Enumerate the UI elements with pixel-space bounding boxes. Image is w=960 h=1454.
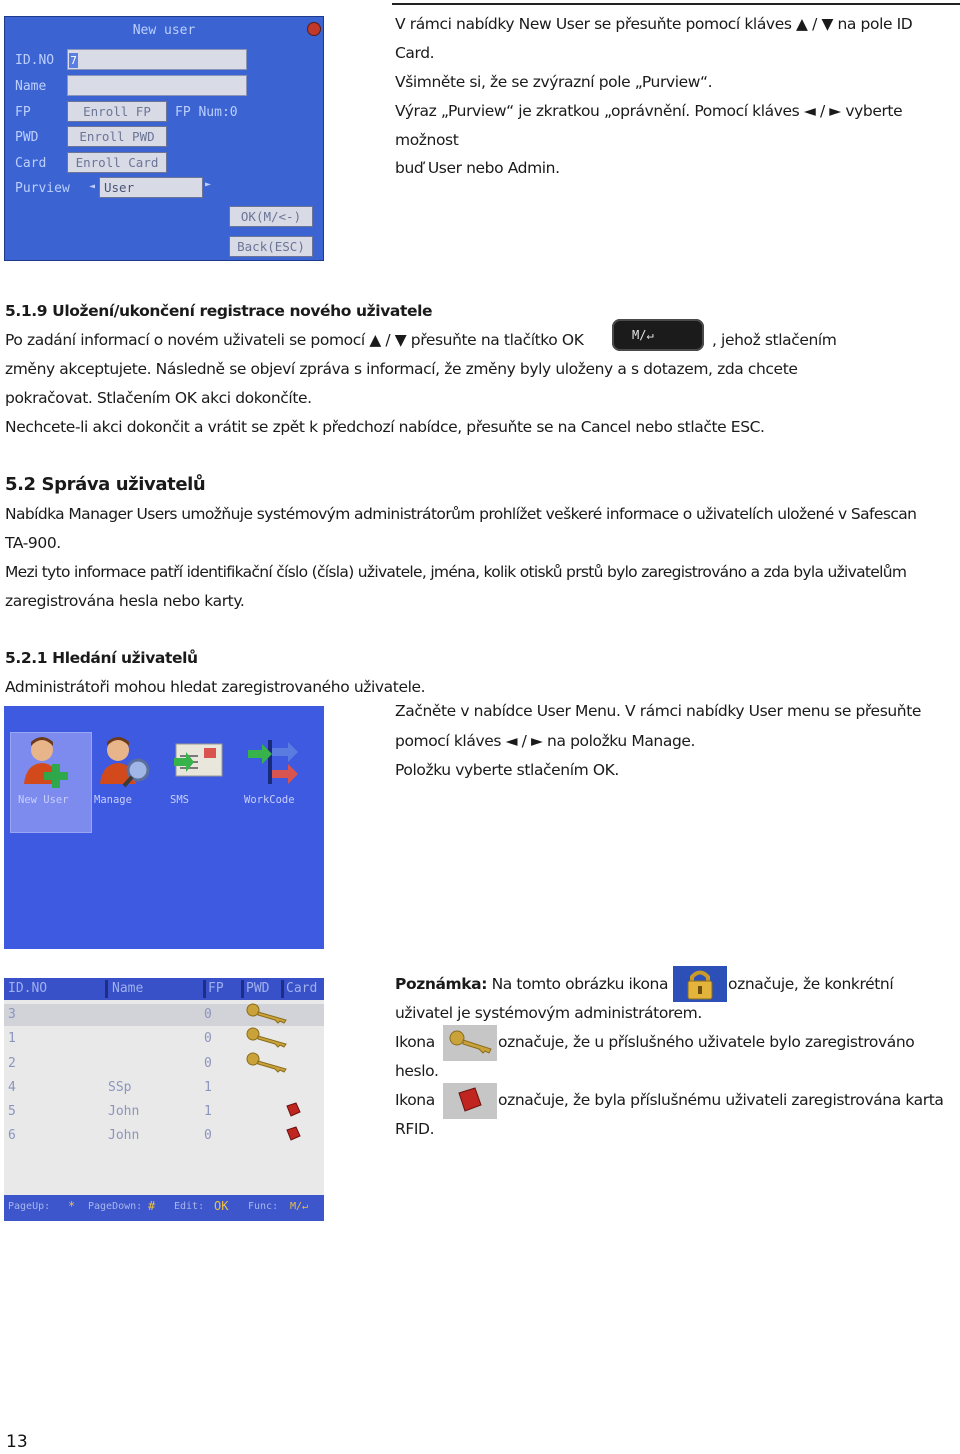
- func-key[interactable]: M/↵: [290, 1201, 309, 1212]
- row-id: 6: [8, 1128, 16, 1143]
- row-id: 5: [8, 1104, 16, 1119]
- m-return-key-icon: M/↵: [612, 319, 704, 351]
- menu-label-manage: Manage: [94, 794, 132, 806]
- up-down-arrows: ▲ / ▼: [796, 15, 833, 33]
- note-line-1b: označuje, že konkrétní: [728, 975, 894, 993]
- menu-label-workcode: WorkCode: [244, 794, 295, 806]
- fp-num-text: FP Num:0: [175, 105, 238, 120]
- id-no-value: 7: [70, 54, 77, 67]
- new-user-screen: [4, 16, 324, 261]
- section-521-heading: 5.2.1 Hledání uživatelů: [5, 649, 198, 667]
- key-icon: [244, 1051, 290, 1073]
- row-fp: 1: [204, 1104, 212, 1119]
- pagedown-label: PageDown:: [88, 1201, 143, 1212]
- label-fp: FP: [15, 105, 31, 120]
- label-purview: Purview: [15, 181, 70, 196]
- section-521-right-line-2: pomocí kláves ◄ / ► na položku Manage.: [395, 732, 696, 750]
- note-line-3b: označuje, že u příslušného uživatele bylo zaregistrováno: [498, 1033, 915, 1051]
- section-521-right-line-1: Začněte v nabídce User Menu. V rámci nabídky User menu se přesuňte: [395, 702, 922, 720]
- menu-label-sms: SMS: [170, 794, 189, 806]
- label-name: Name: [15, 79, 47, 94]
- col-card: Card: [286, 981, 318, 996]
- label-id-no: ID.NO: [15, 53, 55, 68]
- intro-line-2: Card.: [395, 44, 435, 62]
- row-fp: 0: [204, 1056, 212, 1071]
- func-label: Func:: [248, 1201, 279, 1212]
- pageup-label: PageUp:: [8, 1201, 51, 1212]
- col-id-no: ID.NO: [6, 980, 108, 998]
- row-id: 1: [8, 1031, 16, 1046]
- workcode-icon[interactable]: [244, 734, 304, 790]
- manage-icon[interactable]: [96, 734, 156, 790]
- note-line-3a: Ikona: [395, 1033, 435, 1051]
- intro-line-1: V rámci nabídky New User se přesuňte pomocí kláves ▲ / ▼ na pole ID: [395, 15, 913, 33]
- label-pwd: PWD: [15, 130, 39, 145]
- key-icon: [244, 1026, 290, 1048]
- row-id: 2: [8, 1056, 16, 1071]
- section-519-line-1a: Po zadání informací o novém uživateli se pomocí ▲ / ▼ přesuňte na tlačítko OK: [5, 331, 584, 349]
- edit-label: Edit:: [174, 1201, 205, 1212]
- row-name: SSp: [108, 1080, 132, 1095]
- intro-line-3: Všimněte si, že se zvýrazní pole „Purview“.: [395, 73, 713, 91]
- row-fp: 1: [204, 1080, 212, 1095]
- pagedown-key[interactable]: #: [148, 1199, 156, 1213]
- section-52-line-3: Mezi tyto informace patří identifikační číslo (čísla) uživatele, jména, kolik otisků prstů bylo zaregistrováno a zda byla uživatelům: [5, 563, 907, 581]
- enroll-card-button[interactable]: Enroll Card: [67, 152, 167, 173]
- note-line-2: uživatel je systémovým administrátorem.: [395, 1004, 702, 1022]
- row-fp: 0: [204, 1128, 212, 1143]
- manage-users-screen: [4, 978, 324, 1221]
- close-icon[interactable]: [307, 22, 321, 36]
- section-519-line-3: pokračovat. Stlačením OK akci dokončíte.: [5, 389, 312, 407]
- rfid-card-icon: [443, 1083, 497, 1119]
- sms-icon[interactable]: [170, 734, 230, 790]
- ok-button[interactable]: OK(M/<-): [229, 206, 313, 227]
- section-52-line-1: Nabídka Manager Users umožňuje systémovým administrátorům prohlížet veškeré informace o uživatelích uložené v Safescan: [5, 505, 917, 523]
- top-rule: [392, 3, 960, 5]
- row-id: 3: [8, 1007, 16, 1022]
- purview-select[interactable]: User: [99, 177, 203, 198]
- user-menu-screen: [4, 706, 324, 949]
- section-521-line-1: Administrátoři mohou hledat zaregistrovaného uživatele.: [5, 678, 426, 696]
- right-arrow-icon[interactable]: ►: [205, 179, 212, 190]
- intro-line-5: možnost: [395, 131, 459, 149]
- edit-key[interactable]: OK: [214, 1199, 229, 1213]
- col-pwd: PWD: [244, 980, 284, 998]
- row-id: 4: [8, 1080, 16, 1095]
- row-name: John: [108, 1104, 140, 1119]
- col-name: Name: [110, 980, 206, 998]
- note-line-5a: Ikona: [395, 1091, 435, 1109]
- section-521-right-line-3: Položku vyberte stlačením OK.: [395, 761, 619, 779]
- intro-line-6: buď User nebo Admin.: [395, 159, 560, 177]
- section-52-line-4: zaregistrována hesla nebo karty.: [5, 592, 245, 610]
- section-52-line-2: TA-900.: [5, 534, 61, 552]
- pageup-key[interactable]: *: [68, 1199, 76, 1213]
- section-519-line-4: Nechcete-li akci dokončit a vrátit se zpět k předchozí nabídce, přesuňte se na Cancel nebo stlačte ESC.: [5, 418, 765, 436]
- section-52-heading: 5.2 Správa uživatelů: [5, 474, 206, 495]
- left-arrow-icon[interactable]: ◄: [89, 181, 96, 192]
- row-name: John: [108, 1128, 140, 1143]
- row-fp: 0: [204, 1007, 212, 1022]
- row-fp: 0: [204, 1031, 212, 1046]
- intro-line-4: Výraz „Purview“ je zkratkou „oprávnění. Pomocí kláves ◄ / ► vyberte: [395, 102, 903, 120]
- enroll-fp-button[interactable]: Enroll FP: [67, 101, 167, 122]
- page-number: 13: [6, 1432, 28, 1452]
- section-519-line-1b: , jehož stlačením: [712, 331, 837, 349]
- label-card: Card: [15, 156, 47, 171]
- footer-bar: [4, 1195, 324, 1221]
- rfid-card-icon: [284, 1102, 302, 1118]
- new-user-icon[interactable]: [18, 734, 78, 790]
- screen-title: New user: [132, 23, 196, 38]
- left-right-arrows: ◄ / ►: [803, 102, 841, 120]
- note-line-6: RFID.: [395, 1120, 435, 1138]
- admin-lock-icon: [673, 966, 727, 1002]
- name-input[interactable]: [67, 75, 247, 96]
- menu-label-new-user: New User: [18, 794, 69, 806]
- back-button[interactable]: Back(ESC): [229, 236, 313, 257]
- note-line-1a: Poznámka: Na tomto obrázku ikona: [395, 975, 669, 993]
- section-519-heading: 5.1.9 Uložení/ukončení registrace nového uživatele: [5, 302, 433, 320]
- note-line-5b: označuje, že byla příslušnému uživateli zaregistrována karta: [498, 1091, 944, 1109]
- rfid-card-icon: [284, 1126, 302, 1142]
- section-519-line-2: změny akceptujete. Následně se objeví zpráva s informací, že změny byly uloženy a s dotazem, zda chcete: [5, 360, 798, 378]
- table-header: [4, 978, 324, 1000]
- key-icon: [244, 1002, 290, 1024]
- note-line-4: heslo.: [395, 1062, 439, 1080]
- enroll-pwd-button[interactable]: Enroll PWD: [67, 126, 167, 147]
- password-key-icon: [443, 1025, 497, 1061]
- id-no-input[interactable]: [67, 49, 247, 70]
- col-fp: FP: [206, 980, 244, 998]
